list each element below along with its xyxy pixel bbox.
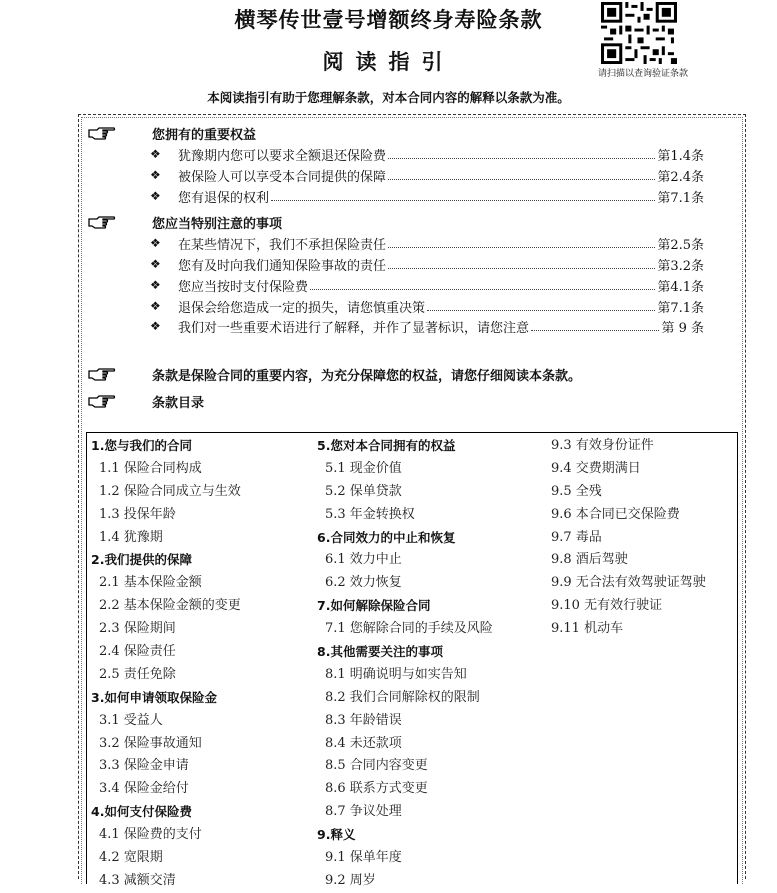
toc-item-link[interactable]: 8.3 年龄错误 [325, 712, 402, 728]
toc-item-link[interactable]: 3.2 保险事故通知 [99, 735, 202, 751]
toc-heading: 条款目录 [152, 396, 205, 411]
toc-item-link[interactable]: 5.2 保单贷款 [325, 483, 402, 499]
clause-reference: 第3.2条 [657, 258, 704, 274]
clause-reference: 第2.4条 [657, 169, 704, 185]
pointing-hand-icon [88, 393, 116, 407]
diamond-bullet-icon: ❖ [150, 257, 161, 271]
document-title: 横琴传世壹号增额终身寿险条款 [234, 8, 543, 32]
toc-item-link[interactable]: 9.2 周岁 [325, 872, 376, 888]
toc-item-link[interactable]: 3.1 受益人 [99, 712, 163, 728]
toc-column-2 [313, 435, 538, 893]
clause-reference: 第2.5条 [657, 237, 704, 253]
toc-section-link[interactable]: 1.您与我们的合同 [91, 438, 192, 453]
toc-section-link[interactable]: 5.您对本合同拥有的权益 [317, 438, 456, 453]
toc-item-link[interactable]: 2.5 责任免除 [99, 666, 176, 682]
diamond-bullet-icon: ❖ [150, 278, 161, 292]
attention-item: ❖ 您应当按时支付保险费 第4.1条 [150, 275, 704, 295]
diamond-bullet-icon: ❖ [150, 299, 161, 313]
clause-reference: 第7.1条 [657, 190, 704, 206]
diamond-bullet-icon: ❖ [150, 236, 161, 250]
toc-item-link[interactable]: 9.1 保单年度 [325, 850, 402, 866]
toc-item-link[interactable]: 1.1 保险合同构成 [99, 460, 202, 476]
clause-reference: 第4.1条 [657, 279, 704, 295]
reading-guide-title: 阅读指引 [322, 50, 455, 74]
toc-column-3 [539, 435, 737, 641]
toc-section-link[interactable]: 6.合同效力的中止和恢复 [317, 529, 456, 545]
diamond-bullet-icon: ❖ [150, 319, 161, 333]
toc-item-link[interactable]: 8.6 联系方式变更 [325, 781, 428, 797]
toc-item-link[interactable]: 6.1 效力中止 [325, 552, 402, 568]
rights-item: ❖ 被保险人可以享受本合同提供的保障 第2.4条 [150, 165, 704, 185]
attention-heading: 您应当特别注意的事项 [152, 217, 283, 232]
toc-section-link[interactable]: 9.释义 [317, 827, 356, 843]
rights-item: ❖ 您有退保的权利 第7.1条 [150, 186, 704, 206]
toc-item-link[interactable]: 2.4 保险责任 [99, 644, 176, 660]
qr-caption: 请扫描以查询验证条款 [597, 69, 688, 79]
toc-item-link[interactable]: 9.9 无合法有效驾驶证驾驶 [551, 575, 706, 591]
toc-item-link[interactable]: 2.1 基本保险金额 [99, 575, 202, 591]
attention-item: ❖ 我们对一些重要术语进行了解释，并作了显著标识，请您注意 第 9 条 [150, 316, 704, 336]
toc-item-link[interactable]: 5.3 年金转换权 [325, 506, 415, 522]
toc-item-link[interactable]: 1.4 犹豫期 [99, 529, 163, 545]
toc-item-link[interactable]: 8.5 合同内容变更 [325, 758, 428, 774]
toc-section-link[interactable]: 4.如何支付保险费 [91, 804, 192, 820]
toc-section-link[interactable]: 3.如何申请领取保险金 [91, 689, 217, 705]
toc-item-link[interactable]: 3.3 保险金申请 [99, 758, 189, 774]
toc-item-link[interactable]: 5.1 现金价值 [325, 460, 402, 476]
toc-item-link[interactable]: 2.3 保险期间 [99, 621, 176, 637]
qr-code-icon [601, 2, 677, 64]
clause-reference: 第 9 条 [661, 320, 704, 336]
toc-item-link[interactable]: 4.2 宽限期 [99, 850, 163, 866]
toc-item-link[interactable]: 4.3 减额交清 [99, 872, 176, 888]
attention-item: ❖ 退保会给您造成一定的损失，请您慎重决策 第7.1条 [150, 296, 704, 316]
toc-item-link[interactable]: 1.3 投保年龄 [99, 506, 176, 522]
table-of-contents [86, 432, 738, 888]
attention-item: ❖ 在某些情况下，我们不承担保险责任 第2.5条 [150, 233, 704, 253]
diamond-bullet-icon: ❖ [150, 147, 161, 161]
toc-item-link[interactable]: 8.1 明确说明与如实告知 [325, 666, 467, 682]
toc-item-link[interactable]: 9.5 全残 [551, 483, 602, 499]
toc-item-link[interactable]: 3.4 保险金给付 [99, 781, 189, 797]
toc-item-link[interactable]: 9.8 酒后驾驶 [551, 552, 628, 568]
toc-item-link[interactable]: 8.7 争议处理 [325, 804, 402, 820]
reading-notice: 条款是保险合同的重要内容，为充分保障您的权益，请您仔细阅读本条款。 [152, 369, 582, 384]
toc-item-link[interactable]: 9.7 毒品 [551, 529, 602, 545]
toc-item-link[interactable]: 7.1 您解除合同的手续及风险 [325, 621, 493, 637]
toc-item-link[interactable]: 1.2 保险合同成立与生效 [99, 483, 241, 499]
toc-item-link[interactable]: 8.2 我们合同解除权的限制 [325, 689, 480, 705]
toc-section-link[interactable]: 2.我们提供的保障 [91, 552, 192, 568]
toc-item-link[interactable]: 2.2 基本保险金额的变更 [99, 598, 241, 614]
toc-item-link[interactable]: 9.10 无有效行驶证 [551, 598, 663, 614]
rights-item: ❖ 犹豫期内您可以要求全额退还保险费 第1.4条 [150, 144, 704, 164]
toc-section-link[interactable]: 7.如何解除保险合同 [317, 598, 431, 614]
toc-section-link[interactable]: 8.其他需要关注的事项 [317, 644, 443, 660]
toc-item-link[interactable]: 4.1 保险费的支付 [99, 827, 202, 843]
toc-item-link[interactable]: 6.2 效力恢复 [325, 575, 402, 591]
toc-item-link[interactable]: 9.3 有效身份证件 [551, 438, 654, 453]
toc-column-1 [87, 435, 312, 893]
toc-item-link[interactable]: 9.11 机动车 [551, 621, 624, 637]
diamond-bullet-icon: ❖ [150, 189, 161, 203]
intro-statement: 本阅读指引有助于您理解条款，对本合同内容的解释以条款为准。 [207, 90, 570, 105]
clause-reference: 第7.1条 [657, 300, 704, 316]
diamond-bullet-icon: ❖ [150, 168, 161, 182]
rights-heading: 您拥有的重要权益 [152, 128, 257, 143]
toc-item-link[interactable]: 8.4 未还款项 [325, 735, 402, 751]
pointing-hand-icon [88, 366, 116, 380]
pointing-hand-icon [88, 125, 116, 139]
toc-item-link[interactable]: 9.6 本合同已交保险费 [551, 506, 680, 522]
clause-reference: 第1.4条 [657, 148, 704, 164]
toc-item-link[interactable]: 9.4 交费期满日 [551, 460, 641, 476]
pointing-hand-icon [88, 214, 116, 228]
attention-item: ❖ 您有及时向我们通知保险事故的责任 第3.2条 [150, 254, 704, 274]
